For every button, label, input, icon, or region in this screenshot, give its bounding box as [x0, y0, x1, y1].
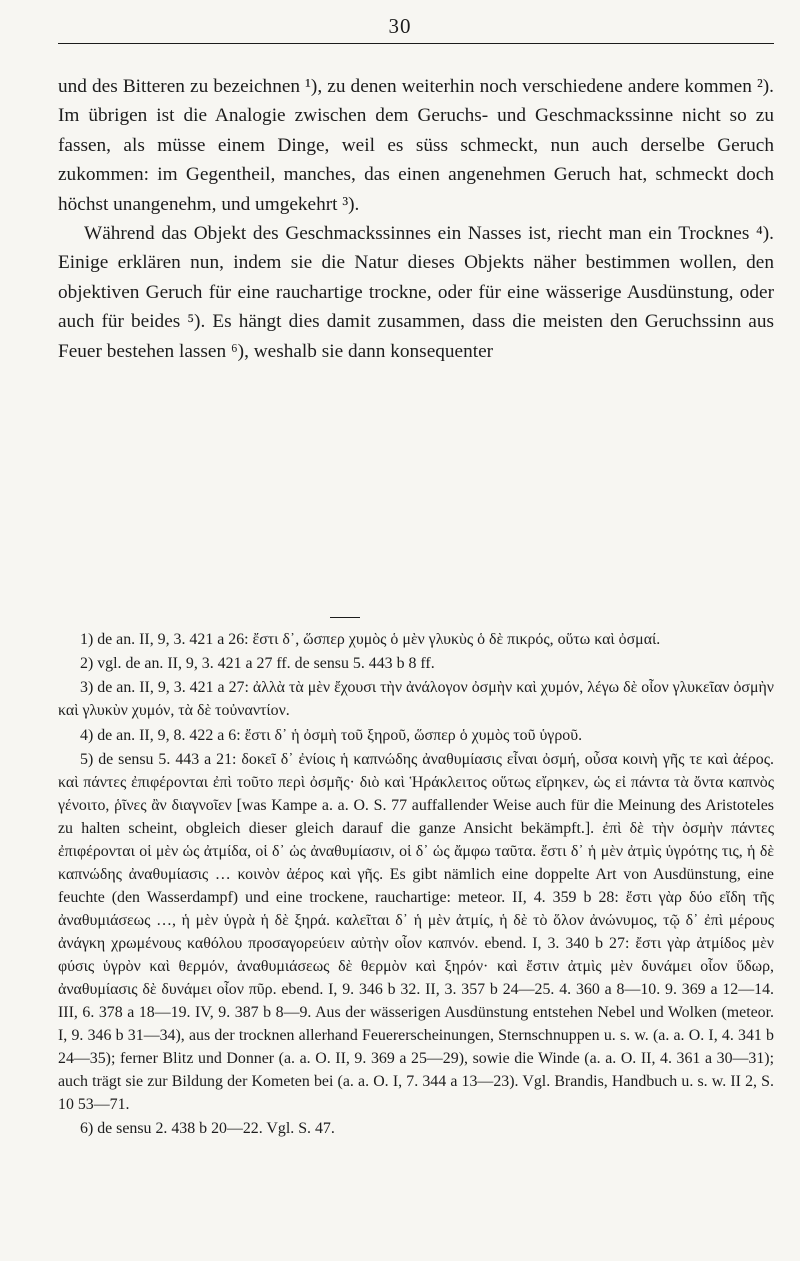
footnote-6: 6) de sensu 2. 438 b 20—22. Vgl. S. 47.: [80, 1119, 335, 1137]
footnote-1: 1) de an. II, 9, 3. 421 a 26: ἔστι δ᾽, ὥσπερ χυμὸς ὁ μὲν γλυκὺς ὁ δὲ πικρός, οὕτω καὶ ὀσμαί.: [80, 631, 661, 648]
footnote-4: 4) de an. II, 9, 8. 422 a 6: ἔστι δ᾽ ἡ ὀσμὴ τοῦ ξηροῦ, ὥσπερ ὁ χυμὸς τοῦ ὑγροῦ.: [80, 726, 583, 744]
footnote-3: 3) de an. II, 9, 3. 421 a 27: ἀλλὰ τὰ μὲν ἔχουσι τὴν ἀνάλογον ὀσμὴν καὶ χυμόν, λέγω δὲ οἷον γλυκεῖαν ὀσμὴν καὶ γλυκὺν χυμόν, τὰ δὲ τοὐναντίον.: [58, 679, 774, 720]
body-text: [58, 72, 774, 366]
footnote-2: 2) vgl. de an. II, 9, 3. 421 a 27 ff. de sensu 5. 443 b 8 ff.: [80, 655, 435, 673]
body-paragraph-1: und des Bitteren zu bezeichnen ¹), zu denen weiterhin noch verschiedene andere kommen ²). Im übrigen ist die Analogie zwischen dem Geruchs- und Geschmackssinne nicht so zu fassen, als müsse einem Dinge, weil es süss schmeckt, nun auch derselbe Geruch zukommen: im Gegentheil, manches, das einen angenehmen Geruch hat, schmeckt doch höchst unangenehm, und umgekehrt ³).: [58, 76, 774, 215]
body-paragraph-2: Während das Objekt des Geschmackssinnes ein Nasses ist, riecht man ein Trocknes ⁴). Einige erklären nun, indem sie die Natur dieses Objekts näher bestimmen wollen, den objektiven Geruch für eine rauchartige trockne, oder für eine wässerige Ausdünstung, oder auch für beides ⁵). Es hängt dies damit zusammen, dass die meisten den Geruchssinn aus Feuer bestehen lassen ⁶), weshalb sie dann konsequenter: [58, 223, 774, 362]
header-rule: [58, 43, 774, 44]
page-number: 30: [388, 14, 412, 38]
footnotes: [58, 628, 774, 1141]
footnote-5: 5) de sensu 5. 443 a 21: δοκεῖ δ᾽ ἐνίοις ἡ καπνώδης ἀναθυμίασις εἶναι ὀσμή, οὖσα κοινὴ γῆς τε καὶ ἀέρος. καὶ πάντες ἐπιφέρονται ἐπὶ τοῦτο περὶ ὀσμῆς· διὸ καὶ Ἡράκλειτος οὕτως εἴρηκεν, ὡς εἰ πάντα τὰ ὄντα καπνὸς γένοιτο, ῥῖνες ἂν διαγνοῖεν [was Kampe a. a. O. S. 77 auffallender Weise auch für die Meinung des Aristoteles zu halten scheint, obgleich dieser gleich darauf die ganze Ansicht bekämpft.]. ἐπὶ δὲ τὴν ὀσμὴν πάντες ἐπιφέρονται οἱ μὲν ὡς ἀτμίδα, οἱ δ᾽ ὡς ἀναθυμίασιν, οἱ δ᾽ ὡς ἄμφω ταῦτα. ἔστι δ᾽ ἡ μὲν ἀτμὶς ὑγρότης τις, ἡ δὲ καπνώδης ἀναθυμίασις … κοινὸν ἀέρος καὶ γῆς. Es gibt nämlich eine doppelte Art von Ausdünstung, eine feuchte (den Wasserdampf) und eine trockene, rauchartige: meteor. II, 4. 359 b 28: ἔστι γὰρ δύο εἴδη τῆς ἀναθυμιάσεως …, ἡ μὲν ὑγρὰ ἡ δὲ ξηρά. καλεῖται δ᾽ ἡ μὲν ἀτμίς, ἡ δὲ τὸ ὅλον ἀνώνυμος, τῷ δ᾽ ἐπὶ μέρους ἀνάγκη χρωμένους καθόλου προσαγορεύειν αὐτὴν οἷον καπνόν. ebend. I, 3. 340 b 27: ἔστι γὰρ ἀτμίδος μὲν φύσις ὑγρὸν καὶ θερμόν, ἀναθυμιάσεως δὲ θερμὸν καὶ ξηρόν· καὶ ἔστιν ἀτμὶς μὲν δυνάμει οἷον ὕδωρ, ἀναθυμίασις δὲ δυνάμει οἷον πῦρ. ebend. I, 9. 346 b 32. II, 3. 357 b 24—25. 4. 360 a 8—10. 9. 369 a 12—14. III, 6. 378 a 18—19. IV, 9. 387 b 8—9. Aus der wässerigen Ausdünstung entstehen Nebel und Wolken (meteor. I, 9. 346 b 31—34), aus der trocknen allerhand Feuererscheinungen, Sternschnuppen u. s. w. (a. a. O. I, 4. 341 b 24—35); ferner Blitz und Donner (a. a. O. II, 9. 369 a 25—29), sowie die Winde (a. a. O. II, 4. 361 a 30—31); auch trägt sie zur Bildung der Kometen bei (a. a. O. I, 7. 344 a 13—23). Vgl. Brandis, Handbuch u. s. w. II 2, S. 10 53—71.: [58, 750, 774, 1113]
footnote-divider: [330, 617, 360, 618]
